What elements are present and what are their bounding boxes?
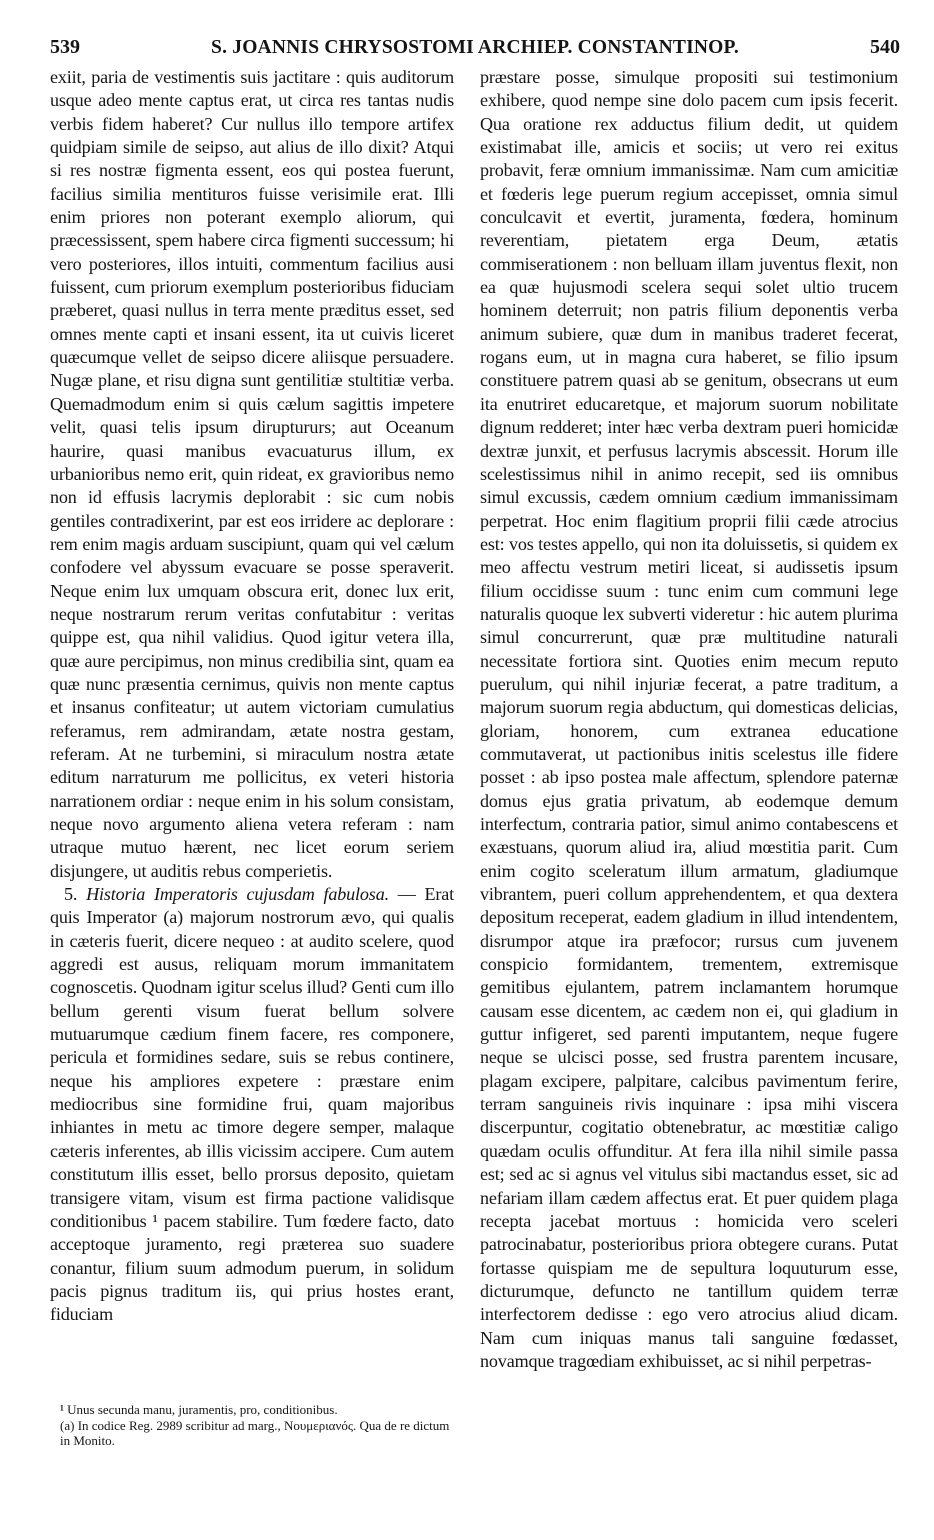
page-number-right: 540 (870, 36, 900, 58)
section-title: Historia Imperatoris cujusdam fabulosa. (86, 884, 389, 905)
running-title: S. JOANNIS CHRYSOSTOMI ARCHIEP. CONSTANTINOP. (211, 37, 739, 58)
left-column (50, 66, 454, 1327)
footnote-marker: ¹ (60, 1402, 64, 1417)
body-paragraph: exiit, paria de vestimentis suis jactitare : quis auditorum usque adeo mente captus erat, ut circa res tantas nudis verbis fidem haberet? Cur nullus illo tempore artifex quidpiam simile de seipso, aut alius de illo dixit? Atqui si res nostræ figmenta essent, eos qui postea fuerunt, facilius similia mentituros fuisse verisimile erat. Illi enim priores non poterant exemplo aliorum, qui præcessissent, spem habere circa figmenti successum; hi vero posteriores, illos intuiti, commentum facilius ausi fuissent, cum priorum exemplum posterioribus fiduciam præberet, quasi nullus in terra mente præditus esset, sed omnes mente capti et insani essent, ita ut cuivis liceret quæcumque vellet de seipso dicere aliisque persuadere. Nugæ plane, et risu digna sunt gentilitiæ stultitiæ verba. Quemadmodum enim si quis cælum sagittis impetere velit, quasi telis ipsum diruptururs; aut Oceanum haurire, quasi manibus evacuaturus illum, ex urbanioribus nemo erit, quin rideat, ex gravioribus nemo non id effusis lacrymis deplorabit : sic cum nobis gentiles contradixerint, par est eos irridere ac deplorare : rem enim magis arduam suscipiunt, quam qui vel cælum confodere vel abyssum evacuare se posse speraverit. Neque enim lux umquam obscura erit, donec lux erit, neque nostrarum rerum veritas confutabitur : veritas quippe est, qua nihil validius. Quod igitur vetera illa, quæ aure percipimus, non minus credibilia sint, quam ea quæ nunc præsentia cernimus, quivis non mente captus et insanus confiteatur; ut autem victoriam cumulatius referamus, rem admirandam, ætate nostra gestam, referam. At ne turbemini, si miraculum nostra ætate editum narraturum me pollicitus, ex veteri historia narrationem ordiar : neque enim in his solum consistam, neque novo argumento aliena vetera referam : nam utraque mutuo hærent, nec licet eorum seriem disjungere, ut auditis rebus comperietis. (50, 67, 454, 881)
body-paragraph: præstare posse, simulque propositi sui testimonium exhibere, quod nempe sine dolo pacem cum ipsis fecerit. Qua oratione rex adductus filium dedit, ut quidem existimabat ille, amicis et sociis; ut vero rei exitus probavit, feræ omnium immanissimæ. Nam cum amicitiæ et fœderis lege puerum regium accepisset, omnia simul conculcavit et evertit, juramenta, fœdera, hominum reverentiam, pietatem erga Deum, ætatis commiserationem : non belluam illam juventus flexit, non ea quæ hujusmodi scelera sequi solet ultio trucem hominem deterruit; non patris filium deponentis verba animum subiere, quæ dum in manibus traderet fecerat, rogans eum, ut in magna cura haberet, se filio ipsum constituere patrem quasi ab se genitum, obsecrans ut eum ita enutriret educaretque, et majorum suorum nobilitate dignum redderet; inter hæc verba dextram pueri homicidæ dextræ junxit, et perfusus lacrymis abscessit. Horum ille scelestissimus nihil in animo recepit, sed iis omnibus simul excussis, cædem omnium cædium immanissimam perpetrat. Hoc enim flagitium proprii filii cæde atrocius est: vos testes appello, qui non ita doluissetis, si quidem ex meo affectu vestrum metiri liceat, si audissetis ipsum filium occidisse suum : tunc enim cum communi lege naturalis quoque lex subverti videretur : hic autem plurima simul concurrerunt, quæ præ multitudine naturali necessitate fortiora sint. Quoties enim mecum reputo puerulum, qui nihil injuriæ fecerat, a patre traditum, a majorum suorum regia abductum, qui domesticas delicias, gloriam, honorem, cum extranea educatione commutaverat, ut pactionibus initis scelestus ille fidere posset : ab ipso postea male affectum, splendore paternæ domus ejus gratia privatum, ab eodemque demum interfectum, contraria patior, simul animo contabescens et exæstuans, quorum aliud ira, aliud mœstitia parit. Cum enim cogito sceleratum illum armatum, gladiumque vibrantem, pueri collum apprehendentem, et qua dextera depositum receperat, eadem gladium in illud intendentem, disrumpor atque ira præfocor; rursus cum juvenem conspicio formidantem, trementem, extremisque gemitibus ejulantem, patrem inclamantem horumque causam esse dicentem, ac cædem non ei, qui gladium in guttur infigeret, sed parenti imputantem, neque fugere neque se ulcisci posse, sed frustra parentem incusare, plagam excipere, palpitare, calcibus pavimentum ferire, terram sanguineis rivis inquinare : ipsa mihi viscera discerpuntur, cogitatio obtenebratur, ac mœstitiæ caligo quædam oculis offunditur. At fera illa nihil simile passa est; sed ac si agnus vel vitulus sibi mactandus esset, sic ad nefariam illam cædem affectus erat. Et puer quidem plaga recepta jacebat mortuus : homicida vero sceleri patrocinabatur, posterioribus priora obtegere curans. Putat fortasse quispiam me de sepultura loquuturum esse, dicturumque, defuncto ne tantillum quidem terræ interfectorem dedisse : ego vero atrocius aliud dicam. Nam cum iniquas manus tali sanguine fœdasset, novamque tragœdiam exhibuisset, ac si nihil perpetras- (480, 67, 898, 1371)
footnotes (60, 1402, 456, 1449)
footnote-text: In codice Reg. 2989 scribitur ad marg., Νουμεριανός. Qua de re dictum in Monito. (60, 1417, 450, 1449)
section-body-text: — Erat quis Imperator (a) majorum nostrorum ævo, qui qualis in cæteris fuerit, dicere nequeo : at audito scelere, quod aggredi est ausus, reliquam morum immanitatem cognoscetis. Quodnam igitur scelus illud? Genti cum illo bellum gerenti visum fuerat bellum solvere mutuarumque cædium finem facere, res componere, pericula et formidines sedare, suis se rebus continere, neque his ampliores expetere : præstare enim mediocribus sine formidine frui, quam majoribus inhiantes in metu ac timore degere semper, malaque cæteris inferentes, ab illis vicissim accipere. Cum autem constitutum illis esset, bello prorsus deposito, quietam transigere vitam, visum est firma pactione validisque conditionibus ¹ pacem stabilire. Tum fœdere facto, dato acceptoque juramento, regi præterea suo suadere conantur, filium suum admodum puerum, in solidum pacis pignus traditum iis, qui prius hostes erant, fiduciam (50, 884, 455, 1325)
section-number: 5. (64, 884, 78, 905)
footnote-text: Unus secunda manu, juramentis, pro, conditionibus. (67, 1402, 338, 1417)
footnote-a (60, 1418, 456, 1449)
footnote-1 (60, 1402, 456, 1418)
footnote-marker: (a) (60, 1417, 75, 1433)
section-paragraph (50, 883, 454, 1327)
running-header (50, 36, 900, 66)
page-number-left: 539 (50, 36, 80, 58)
right-column (480, 66, 898, 1373)
